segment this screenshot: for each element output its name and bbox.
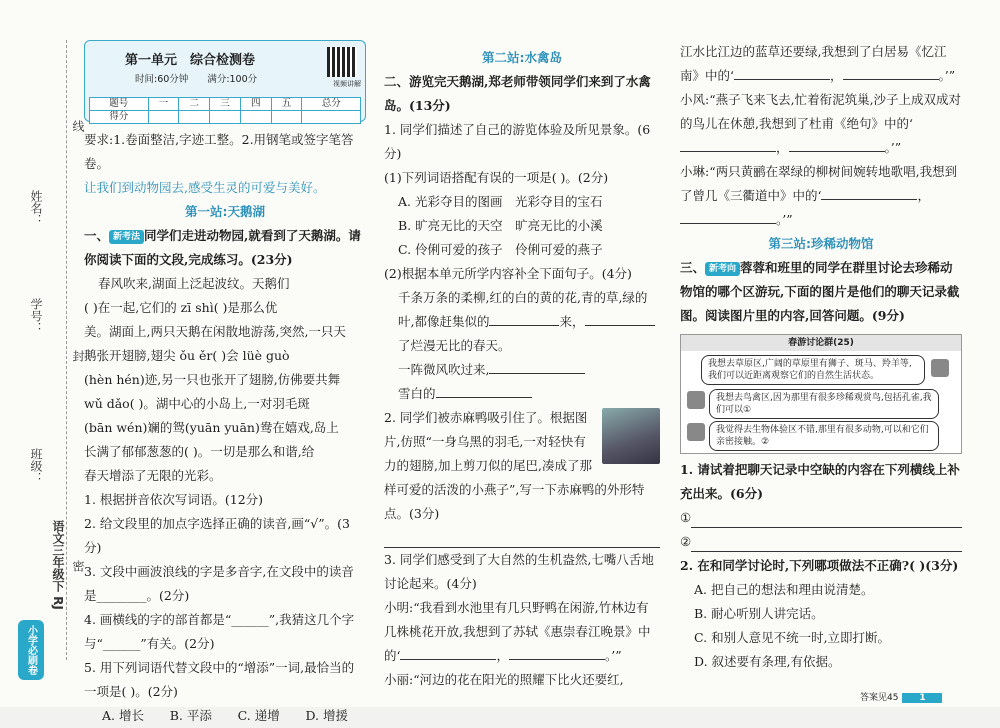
passage-line: 鹅张开翅膀,翅尖 ǒu ěr( )会 lüè guò (84, 348, 290, 363)
sub-question: 3. 同学们感受到了大自然的生机盎然,七嘴八舌地讨论起来。(4分) (384, 552, 654, 591)
option-c[interactable]: C. 伶俐可爱的孩子 伶俐可爱的燕子 (398, 242, 603, 257)
table-cell: 得分 (90, 111, 149, 124)
table-cell: 二 (179, 98, 210, 111)
option-c[interactable]: C. 递增 (237, 708, 280, 723)
passage-line: 美。湖面上,两只天鹅在闲散地游荡,突然,一只天 (84, 324, 346, 339)
option-b[interactable]: B. 耐心听别人讲完话。 (694, 606, 824, 621)
table-cell[interactable] (179, 111, 210, 124)
answer-blank[interactable] (489, 312, 559, 326)
exam-title: 第一单元 综合检测卷 (125, 53, 256, 68)
chat-message: 我想去草原区,广阔的草原里有狮子、斑马、羚羊等,我们可以近距离观察它们的自然生活状态。 (701, 355, 925, 385)
sub-question: (1)下列词语搭配有误的一项是( )。(2分) (384, 170, 609, 185)
sub-question: 1. 请试着把聊天记录中空缺的内容在下列横线上补充出来。(6分) (680, 462, 960, 501)
student-id-label: 学号： (29, 298, 43, 334)
sub-question: 1. 同学们描述了自己的游览体验及所见景象。(6分) (384, 122, 651, 161)
chat-message: 我想去鸟禽区,因为那里有很多珍稀观赏鸟,包括孔雀,我们可以① (709, 389, 939, 419)
option-a[interactable]: A. 把自己的想法和理由说清楚。 (694, 582, 874, 597)
answer-row (680, 530, 962, 554)
dialogue-xiaoming: 小明:“我看到水池里有几只野鸭在闲游,竹林边有几株桃花开放,我想到了苏轼《惠崇春江晚景》中的‘ ， 。’” (384, 600, 651, 663)
dialogue-xiaoli: 小丽:“河边的花在阳光的照耀下比火还要红, (384, 672, 624, 687)
table-cell: 总分 (302, 98, 361, 111)
chat-title: 春游讨论群(25) (681, 335, 961, 351)
requirement: 要求:1.卷面整洁,字迹工整。2.用钢笔或签字笔答卷。 (84, 132, 354, 171)
time-limit: 时间:60分钟 (135, 74, 189, 85)
sub-question-2 (384, 406, 660, 526)
dialogue-xiaofeng: 小风:“燕子飞来飞去,忙着衔泥筑巢,沙子上成双成对的鸟儿在休憩,我想到了杜甫《绝句》中的‘， 。’” (680, 92, 962, 155)
full-score: 满分:100分 (207, 74, 258, 85)
option-b[interactable]: B. 平添 (169, 708, 212, 723)
sentence-text: 千条万条的柔柳,红的白的黄的花,青的草,绿的叶,都像赶集似的 (398, 290, 648, 329)
book-label: 语文三年级下 RJ (51, 520, 65, 610)
answer-blank[interactable] (680, 210, 776, 224)
station-2-title: 第二站:水禽岛 (482, 50, 562, 65)
name-label: 姓名： (29, 190, 43, 226)
dialogue-xiaolin: 小琳:“两只黄鹂在翠绿的柳树间婉转地歌唱,我想到了曾几《三衢道中》中的‘ ，。’” (680, 164, 958, 227)
page-number: 1 (902, 693, 942, 703)
fill-sentence: 千条万条的柔柳,红的白的黄的花,青的草,绿的叶,都像赶集似的 来，了烂漫无比的春天。 (384, 286, 660, 358)
avatar (687, 423, 705, 441)
seal-line-char: 密 (71, 560, 85, 572)
table-cell[interactable] (271, 111, 302, 124)
answer-blank[interactable] (509, 646, 605, 660)
answer-blank[interactable] (789, 138, 885, 152)
chat-screenshot (680, 334, 962, 454)
ruddy-shelduck-photo (602, 408, 660, 464)
table-row (90, 111, 361, 124)
dialogue-text: 小明:“我看到水池里有几只野鸭在闲游,竹林边有几株桃花开放,我想到了苏轼《惠崇春江晚景》中的‘ (384, 600, 651, 663)
sub-question: 2. 同学们被赤麻鸭吸引住了。根据图片,仿照“一身乌黑的羽毛,一对轻快有力的翅膀,加上剪刀似的尾巴,凑成了那样可爱的活泼的小燕子”,写一下赤麻鸭的外形特点。(3分) (384, 410, 645, 521)
question-1-stem (84, 224, 366, 272)
page-footer (860, 690, 942, 703)
brand-logo: 小学必刷卷 (18, 620, 44, 680)
option-a[interactable]: A. 增长 (102, 708, 144, 723)
question-2-stem: 二、游览完天鹅湖,郑老师带领同学们来到了水禽岛。(13分) (384, 74, 651, 113)
station-1-title: 第一站:天鹅湖 (185, 204, 265, 219)
answer-blank[interactable] (680, 138, 776, 152)
chat-message: 我觉得去生物体验区不错,那里有很多动物,可以和它们亲密接触。② (709, 421, 939, 451)
sub-question: 5. 用下列词语代替文段中的“增添”一词,最恰当的一项是( )。(2分) (84, 660, 355, 699)
table-row (90, 98, 361, 111)
sentence-text: 了烂漫无比的春天。 (398, 338, 511, 353)
dialogue-text: 小风:“燕子飞来飞去,忙着衔泥筑巢,沙子上成双成对的鸟儿在休憩,我想到了杜甫《绝句》中的‘ (680, 92, 962, 131)
station-3-title: 第三站:珍稀动物馆 (768, 236, 874, 251)
sub-question: 1. 根据拼音依次写词语。(12分) (84, 492, 264, 507)
column-1 (84, 40, 366, 728)
table-cell[interactable] (210, 111, 241, 124)
column-3 (680, 40, 962, 674)
fill-sentence (384, 358, 660, 382)
answer-line[interactable] (384, 526, 660, 548)
binding-gutter (0, 0, 85, 707)
avatar (687, 391, 705, 409)
dialogue-xiaoli-cont: 江水比江边的蓝草还要绿,我想到了白居易《忆江南》中的‘ ， 。’” (680, 44, 956, 83)
question-3-stem (680, 256, 962, 328)
answer-line[interactable] (691, 530, 962, 552)
reading-passage (84, 272, 366, 488)
question-text: 同学们走进动物园,就看到了天鹅湖。请你阅读下面的文段,完成练习。(23分) (84, 228, 361, 267)
table-cell: 三 (210, 98, 241, 111)
answer-ref: 答案见45 (860, 693, 899, 703)
sub-question: 4. 画横线的字的部首都是“______”,我猜这几个字与“______”有关。(2分) (84, 612, 355, 651)
passage-line: (bān wén)斓的鸳(yuān yuān)鸯在嬉戏,岛上 (84, 420, 339, 435)
passage-line: 春天增添了无限的光彩。 (84, 468, 222, 483)
class-label: 班级： (29, 448, 43, 484)
answer-blank[interactable] (585, 312, 655, 326)
answer-index: ① (680, 510, 692, 525)
sentence-text: 雪白的 (398, 386, 436, 401)
question-number: 三、 (680, 260, 706, 275)
question-number: 一、 (84, 228, 110, 243)
option-d[interactable]: D. 叙述要有条理,有依据。 (694, 654, 841, 669)
table-cell: 一 (148, 98, 179, 111)
column-2 (384, 40, 660, 692)
table-cell[interactable] (148, 111, 179, 124)
option-a[interactable]: A. 光彩夺目的图画 光彩夺目的宝石 (398, 194, 603, 209)
passage-line: 长满了郁郁葱葱的( )。一切是那么和谐,给 (84, 444, 315, 459)
passage-line: (hèn hén)迹,另一只也张开了翅膀,仿佛要共舞 (84, 372, 341, 387)
sub-question: (2)根据本单元所学内容补全下面句子。(4分) (384, 266, 632, 281)
options-row (84, 704, 366, 728)
answer-row (680, 506, 962, 530)
answer-blank[interactable] (843, 66, 939, 80)
passage-line: ( )在一起,它们的 zī shì( )是那么优 (84, 300, 278, 315)
table-cell[interactable] (302, 111, 361, 124)
fill-sentence (384, 382, 660, 406)
question-text: 蓉蓉和班里的同学在群里讨论去珍稀动物馆的哪个区游玩,下面的图片是他们的聊天记录截图。阅读图片里的内容,回答问题。(9分) (680, 260, 960, 323)
sub-question: 2. 给文段里的加点字选择正确的读音,画“√”。(3分) (84, 516, 350, 555)
new-direction-badge: 新考向 (705, 262, 740, 276)
option-b[interactable]: B. 旷亮无比的天空 旷亮无比的小溪 (398, 218, 603, 233)
intro-text: 让我们到动物园去,感受生灵的可爱与美好。 (84, 180, 326, 195)
sub-question: 2. 在和同学讨论时,下列哪项做法不正确?( )(3分) (680, 558, 959, 573)
table-cell: 四 (240, 98, 271, 111)
option-d[interactable]: D. 增援 (305, 708, 348, 723)
dialogue-text: 小琳:“两只黄鹂在翠绿的柳树间婉转地歌唱,我想到了曾几《三衢道中》中的‘ (680, 164, 958, 203)
table-cell: 题号 (90, 98, 149, 111)
passage-line: wǔ dǎo( )。湖中心的小岛上,一对羽毛斑 (84, 396, 310, 411)
answer-line[interactable] (691, 506, 962, 528)
answer-blank[interactable] (400, 646, 496, 660)
qr-label: 视频讲解 (333, 80, 361, 88)
exam-header (84, 40, 366, 122)
sub-question: 3. 文段中画波浪线的字是多音字,在文段中的读音是________。(2分) (84, 564, 354, 603)
table-cell: 五 (271, 98, 302, 111)
sentence-text: 一阵微风吹过来, (398, 362, 490, 377)
score-table (89, 97, 361, 124)
avatar (931, 359, 949, 377)
qr-code-icon[interactable] (327, 47, 357, 77)
passage-line: 春风吹来,湖面上泛起波纹。天鹅们 (98, 276, 290, 291)
exam-info (135, 73, 257, 87)
option-c[interactable]: C. 和别人意见不统一时,立即打断。 (694, 630, 891, 645)
answer-blank[interactable] (436, 384, 532, 398)
answer-blank[interactable] (734, 66, 830, 80)
answer-index: ② (680, 534, 692, 549)
seal-line-char: 线 (71, 120, 85, 132)
seal-line-char: 封 (71, 350, 85, 362)
new-method-badge: 新考法 (109, 230, 144, 244)
answer-blank[interactable] (821, 186, 917, 200)
dialogue-text: 江水比江边的蓝草还要绿,我想到了白居易《忆江南》中的‘ (680, 44, 947, 83)
table-cell[interactable] (240, 111, 271, 124)
seal-dashed-line (66, 40, 67, 660)
answer-blank[interactable] (489, 360, 585, 374)
